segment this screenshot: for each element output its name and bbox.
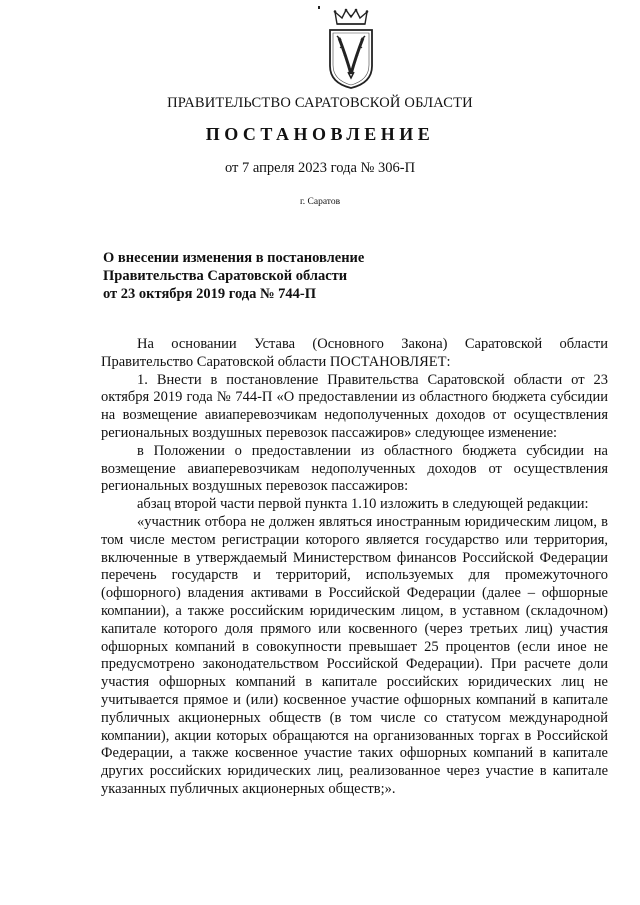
body-paragraph: абзац второй части первой пункта 1.10 изложить в следующей редакции: xyxy=(137,496,589,513)
document-subject xyxy=(103,249,423,303)
body-paragraph: «участник отбора не должен являться иностранным юридическим лицом, в том числе местом регистрации которого является государство или территория, включенные в утверждаемый Министерством финансов Российской Федерации перечень государств и территорий, используемых для промежуточного (офшорного) владения активами в Российской Федерации (далее – офшорные компании), а также российским юридическим лицом, в уставном (складочном) капитале которого доля прямого или косвенного (через третьих лиц) участия офшорных компаний в совокупности превышает 25 процентов (если иное не предусмотрено законодательством Российской Федерации). При расчете доли участия офшорных компаний в капитале российских юридических лиц не учитывается прямое и (или) косвенное участие офшорных компаний в капитале публичных акционерных обществ (в том числе со статусом международной компании), акции которых обращаются на организованных торгах в Российской Федерации, а также косвенное участие таких офшорных компаний в капитале других российских юридических лиц, реализованное через участие в капитале указанных публичных акционерных обществ;». xyxy=(101,513,608,797)
document-type: ПОСТАНОВЛЕНИЕ xyxy=(205,124,435,144)
scan-dot xyxy=(318,6,320,9)
subject-line: от 23 октября 2019 года № 744-П xyxy=(103,286,317,302)
body-paragraph: 1. Внести в постановление Правительства Саратовской области от 23 октября 2019 года № 744-П «О предоставлении из областного бюджета субсидии на возмещение авиаперевозчикам недополученных доходов от осуществления региональных воздушных перевозок пассажиров» следующее изменение: xyxy=(101,371,608,441)
government-title: ПРАВИТЕЛЬСТВО САРАТОВСКОЙ ОБЛАСТИ xyxy=(167,95,473,111)
saratov-coat-of-arms-icon xyxy=(322,8,380,90)
body-paragraph: На основании Устава (Основного Закона) Саратовской области Правительство Саратовской области ПОСТАНОВЛЯЕТ: xyxy=(101,336,608,370)
subject-line: Правительства Саратовской области xyxy=(103,268,348,284)
body-paragraph: в Положении о предоставлении из областного бюджета субсидии на возмещение авиаперевозчикам недополученных доходов от осуществления региональных воздушных перевозок пассажиров: xyxy=(101,442,608,495)
document-date-number: от 7 апреля 2023 года № 306-П xyxy=(224,160,416,176)
document-city: г. Саратов xyxy=(299,197,341,207)
document-body xyxy=(101,336,608,799)
subject-line: О внесении изменения в постановление xyxy=(103,250,365,266)
